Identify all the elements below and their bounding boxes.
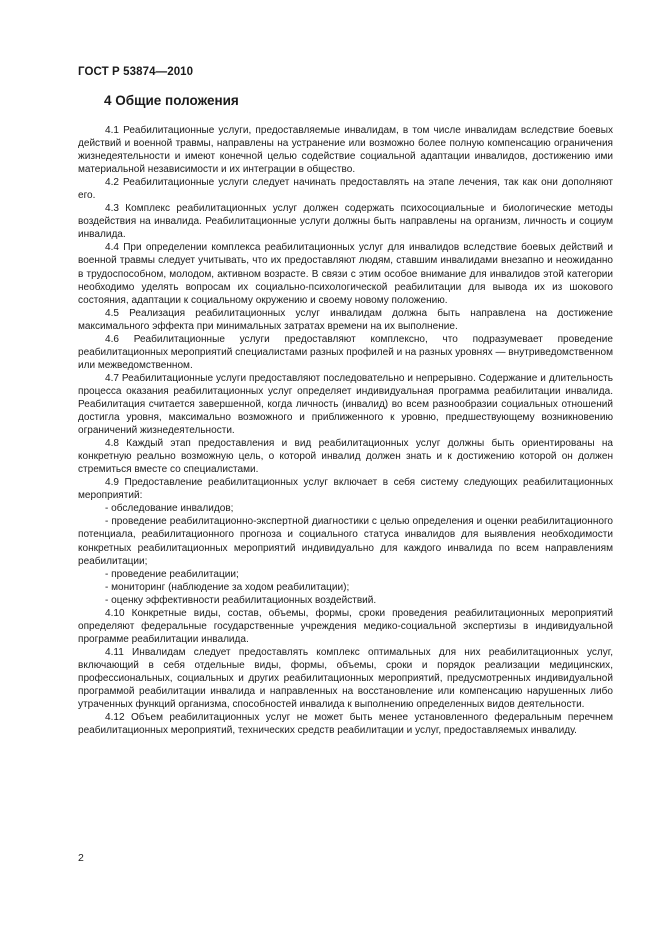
paragraph-4-12: 4.12 Объем реабилитационных услуг не может быть менее установленного федеральным перечнем реабилитационных мероприятий, технических средств реабилитации и услуг, предоставляемых инвалиду. xyxy=(78,712,613,737)
paragraph-4-3: 4.3 Комплекс реабилитационных услуг должен содержать психосоциальные и биологические методы воздействия на инвалида. Реабилитационные услуги должны быть направлены на организм, личность и социум инвалида. xyxy=(78,203,613,241)
paragraph-4-8: 4.8 Каждый этап предоставления и вид реабилитационных услуг должны быть ориентированы на конкретную реально возможную цель, о которой инвалид должен знать и к достижению которой он должен стремиться вместе со специалистами. xyxy=(78,438,613,476)
list-item: - оценку эффективности реабилитационных воздействий. xyxy=(105,594,377,606)
paragraph-4-5: 4.5 Реализация реабилитационных услуг инвалидам должна быть направлена на достижение максимального эффекта при минимальных затратах времени на их выполнение. xyxy=(78,307,613,332)
paragraph-4-4: 4.4 При определении комплекса реабилитационных услуг для инвалидов вследствие боевых действий и военной травмы следует учитывать, что их предоставляют людям, ставшим инвалидами внезапно и неожиданно в трудоспособном, молодом, активном возрасте. В связи с этим особое внимание для инвалидов этой категории необходимо уделять вопросам их социально-психологической реабилитации для вывода их из шокового состояния, адаптации к социальному окружению и своему новому положению. xyxy=(78,242,613,306)
document-header: ГОСТ Р 53874—2010 xyxy=(78,66,194,78)
list-item: - проведение реабилитации; xyxy=(105,568,239,580)
list-item: - проведение реабилитационно-экспертной диагностики с целью определения и оценки реабилитационного потенциала, реабилитационного прогноза и социального статуса инвалидов для выявления необходимости конкретных реабилитационных мероприятий индивидуально для каждого инвалида по всем направлениям реабилитации; xyxy=(78,516,613,567)
paragraph-4-2: 4.2 Реабилитационные услуги следует начинать предоставлять на этапе лечения, так как они дополняют его. xyxy=(78,177,613,202)
list-item: - обследование инвалидов; xyxy=(105,503,234,515)
paragraph-4-7: 4.7 Реабилитационные услуги предоставляют последовательно и непрерывно. Содержание и длительность процесса оказания реабилитационных услуг определяет индивидуальная программа реабилитации инвалида. Реабилитация считается завершенной, когда личность (инвалид) во всем разнообразии социальных отношений достигла уровня, максимально возможного и приближенного к уровню, предшествующему возникновению ограничений жизнедеятельности. xyxy=(78,372,613,437)
paragraph-4-6: 4.6 Реабилитационные услуги предоставляют комплексно, что подразумевает проведение реабилитационных мероприятий специалистами разных профилей и на разных уровнях — внутриведомственном или межведомственном. xyxy=(78,333,613,371)
paragraph-4-9: 4.9 Предоставление реабилитационных услуг включает в себя систему следующих реабилитационных мероприятий: xyxy=(78,477,613,502)
document-body xyxy=(78,124,613,737)
paragraph-4-1: 4.1 Реабилитационные услуги, предоставляемые инвалидам, в том числе инвалидам вследствие боевых действий и военной травмы, направлены на устранение или возможно более полную компенсацию ограничения жизнедеятельности и имеют конечной целью содействие социальной адаптации инвалидов, достижению ими материальной независимости и их интеграции в общество. xyxy=(78,125,613,176)
section-title: 4 Общие положения xyxy=(104,93,239,108)
page-number: 2 xyxy=(78,852,84,864)
paragraph-4-11: 4.11 Инвалидам следует предоставлять комплекс оптимальных для них реабилитационных услуг, включающий в себя отдельные виды, формы, объемы, сроки и порядок реализации медицинских, профессиональных, социальных и других реабилитационных мероприятий, предусмотренных индивидуальной программой реабилитации инвалида и направленных на восстановление или компенсацию нарушенных либо утраченных функций организма, способностей инвалида к выполнению определенных видов деятельности. xyxy=(78,646,613,711)
list-item: - мониторинг (наблюдение за ходом реабилитации); xyxy=(105,581,350,593)
paragraph-4-10: 4.10 Конкретные виды, состав, объемы, формы, сроки проведения реабилитационных мероприятий определяют федеральные государственные учреждения медико-социальной экспертизы в индивидуальной программе реабилитации инвалида. xyxy=(78,607,613,645)
